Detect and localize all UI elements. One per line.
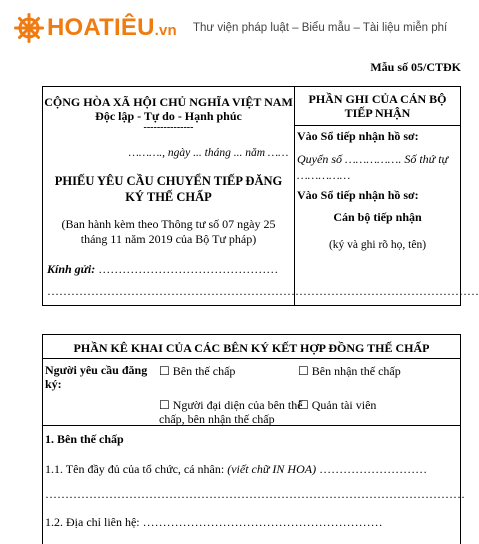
field-contact-address[interactable]: 1.2. Địa chỉ liên hệ: …………………………………………………… [45, 515, 383, 529]
form-number: Mẫu số 05/CTĐK [370, 60, 461, 74]
declaration-box [42, 334, 465, 544]
issuance-note: (Ban hành kèm theo Thông tư số 07 ngày 25 tháng 11 năm 2019 của Bộ Tư pháp) [61, 217, 276, 246]
requester-label: Người yêu cầu đăng ký: [45, 363, 148, 391]
nation-name: CỘNG HÒA XÃ HỘI CHỦ NGHĨA VIỆT NAM [44, 95, 293, 109]
logo-text: HOATIÊU.vn [47, 14, 177, 41]
recipient-dots-line[interactable]: ……………………………………………………………………………………………… [47, 284, 479, 298]
option-mortgagor[interactable]: ☐ Bên thế chấp [159, 364, 236, 378]
option-mortgagee[interactable]: ☐ Bên nhận thế chấp [298, 364, 401, 378]
ship-wheel-icon [14, 13, 44, 43]
field-full-name-label: 1.1. Tên đầy đủ của tổ chức, cá nhân: [45, 462, 225, 476]
declaration-title: PHẦN KÊ KHAI CỦA CÁC BÊN KÝ KẾT HỢP ĐỒNG THẾ CHẤP [43, 335, 460, 359]
registry-label-2: Vào Sổ tiếp nhận hồ sơ: [297, 188, 419, 202]
officer-divider [295, 125, 460, 126]
officer-label: Cán bộ tiếp nhận [333, 210, 422, 224]
field-full-name-dots: ……………………… [316, 462, 428, 476]
field-full-name-hint: (viết chữ IN HOA) [224, 462, 317, 476]
national-motto: Độc lập - Tự do - Hạnh phúc [95, 109, 242, 123]
officer-panel [295, 87, 460, 305]
registry-fields[interactable]: Quyển số ……………. Số thứ tự …………… [297, 152, 449, 182]
recipient-field[interactable] [47, 262, 294, 277]
full-name-dots-line[interactable]: …………………………………………………………………………………………… [45, 487, 465, 501]
field-full-name[interactable] [45, 462, 427, 477]
signature-note: (ký và ghi rõ họ, tên) [328, 239, 427, 251]
option-administrator[interactable]: ☐ Quản tài viên [298, 398, 377, 412]
option-representative[interactable]: ☐ Người đại diện của bên thế chấp, bên nhận thế chấp [159, 398, 303, 426]
date-line[interactable]: ………., ngày ... tháng ... năm …… [128, 147, 289, 159]
recipient-label: Kính gửi: [47, 262, 96, 276]
brand-logo[interactable] [14, 8, 177, 48]
declaration-divider [43, 425, 460, 426]
motto-separator: --------------- [143, 122, 194, 133]
officer-section-title: PHẦN GHI CỦA CÁN BỘ TIẾP NHẬN [308, 92, 447, 120]
registry-label-1: Vào Sổ tiếp nhận hồ sơ: [297, 129, 419, 143]
form-title: PHIẾU YÊU CẦU CHUYỂN TIẾP ĐĂNG KÝ THẾ CHẤP [54, 174, 283, 204]
site-tagline: Thư viện pháp luật – Biểu mẫu – Tài liệu miễn phí [193, 22, 448, 34]
section-1-heading: 1. Bên thế chấp [45, 432, 124, 446]
recipient-dots: ……………………………………… [95, 262, 279, 276]
header-box [42, 86, 479, 306]
